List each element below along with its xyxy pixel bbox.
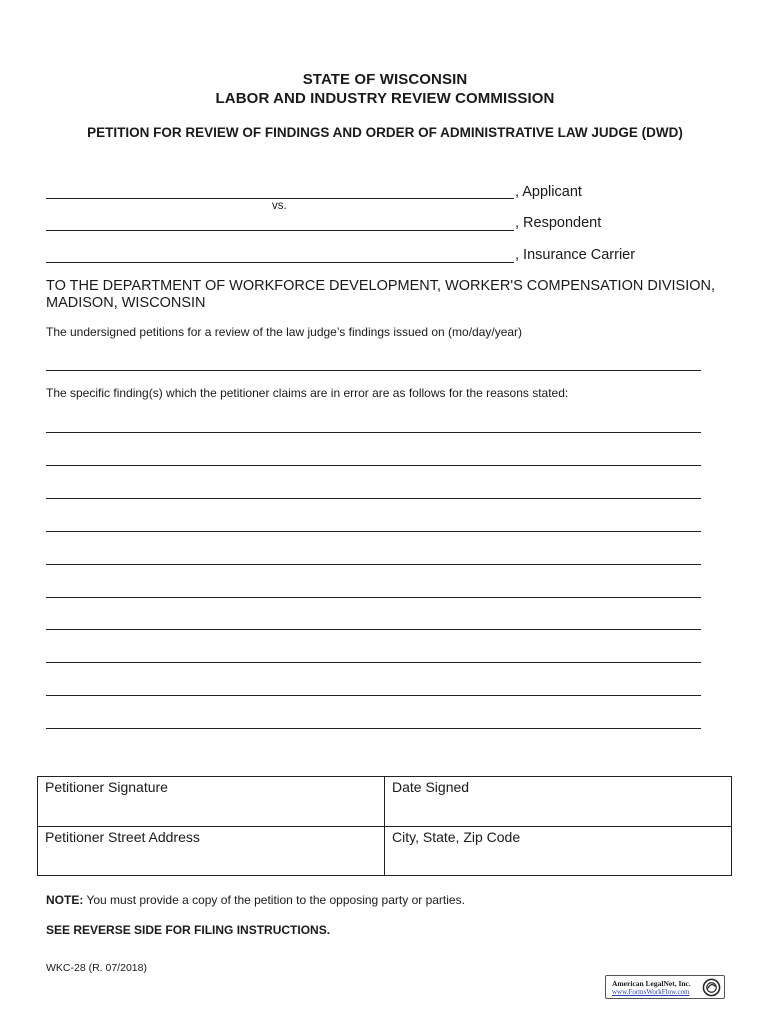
respondent-label: , Respondent — [515, 215, 602, 231]
reverse-side-instructions: SEE REVERSE SIDE FOR FILING INSTRUCTIONS. — [46, 923, 331, 937]
petitioner-signature-field[interactable]: Petitioner Signature — [45, 779, 168, 795]
city-state-zip-field[interactable]: City, State, Zip Code — [392, 829, 521, 845]
addressee-line-1: TO THE DEPARTMENT OF WORKFORCE DEVELOPMENT, WORKER'S COMPENSATION DIVISION, — [46, 278, 716, 294]
publisher-name: American LegalNet, Inc. — [612, 979, 691, 988]
form-number: WKC-28 (R. 07/2018) — [46, 962, 147, 974]
commission-heading: LABOR AND INDUSTRY REVIEW COMMISSION — [215, 90, 555, 107]
reason-line[interactable] — [46, 662, 701, 663]
applicant-label: , Applicant — [515, 184, 582, 200]
insurance-carrier-label: , Insurance Carrier — [515, 247, 636, 263]
note-text — [46, 893, 465, 907]
reason-line[interactable] — [46, 498, 701, 499]
addressee-line-2: MADISON, WISCONSIN — [46, 295, 206, 311]
findings-date-prompt: The undersigned petitions for a review of the law judge’s findings issued on (mo/day/year) — [46, 325, 523, 339]
publisher-badge — [605, 975, 725, 999]
form-title: PETITION FOR REVIEW OF FINDINGS AND ORDER OF ADMINISTRATIVE LAW JUDGE (DWD) — [87, 125, 683, 140]
reason-line[interactable] — [46, 432, 701, 433]
insurance-carrier-line[interactable] — [46, 262, 514, 263]
vs-label: vs. — [272, 200, 287, 212]
reason-line[interactable] — [46, 465, 701, 466]
publisher-link[interactable]: www.FormsWorkFlow.com — [612, 988, 690, 996]
publisher-logo-icon — [702, 978, 721, 997]
reason-line[interactable] — [46, 629, 701, 630]
reason-line[interactable] — [46, 695, 701, 696]
street-address-field[interactable]: Petitioner Street Address — [45, 829, 200, 845]
reason-line[interactable] — [46, 597, 701, 598]
reason-line[interactable] — [46, 531, 701, 532]
note-body: You must provide a copy of the petition to the opposing party or parties. — [83, 893, 465, 907]
date-signed-field[interactable]: Date Signed — [392, 779, 470, 795]
applicant-line[interactable] — [46, 198, 514, 199]
addressee-block — [46, 278, 726, 312]
state-heading: STATE OF WISCONSIN — [302, 71, 468, 88]
findings-date-line[interactable] — [46, 370, 701, 371]
respondent-line[interactable] — [46, 230, 514, 231]
reason-line[interactable] — [46, 728, 701, 729]
note-label: NOTE: — [46, 893, 84, 907]
reason-line[interactable] — [46, 564, 701, 565]
errors-prompt: The specific finding(s) which the petitioner claims are in error are as follows for the reasons stated: — [46, 386, 569, 400]
signature-table — [37, 776, 732, 876]
